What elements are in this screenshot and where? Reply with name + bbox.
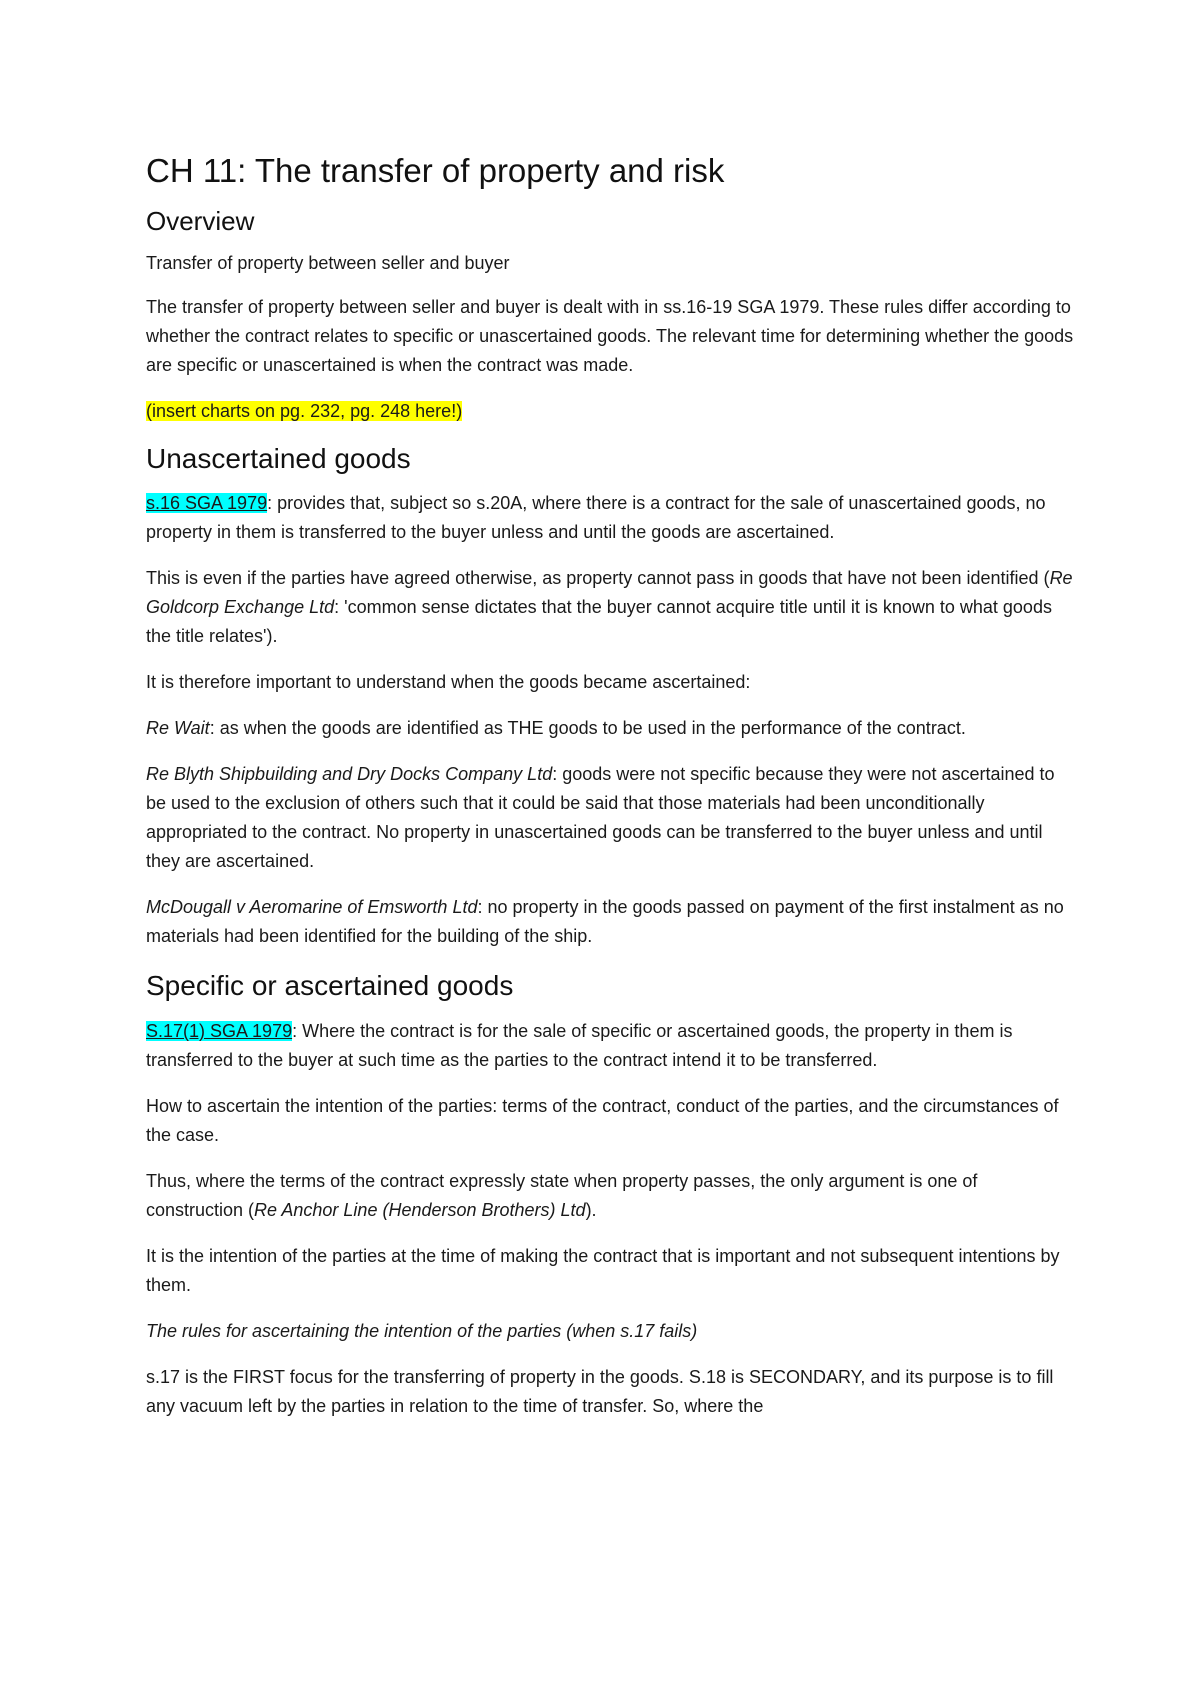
ascertained-intro-paragraph: It is therefore important to understand when the goods became ascertained: xyxy=(146,672,751,693)
s16-paragraph xyxy=(146,489,1076,547)
overview-subtitle: Transfer of property between seller and buyer xyxy=(146,253,510,274)
rules-italic-paragraph xyxy=(146,1317,1076,1346)
s16-reference: s.16 SGA 1979 xyxy=(146,493,268,514)
anchor-line-case: Re Anchor Line (Henderson Brothers) Ltd xyxy=(254,1199,586,1220)
mcdougall-paragraph xyxy=(146,893,1076,951)
re-wait-paragraph xyxy=(146,714,1076,743)
goldcorp-text-b: : 'common sense dictates that the buyer cannot acquire title until it is known to what goods the title relates'). xyxy=(146,597,1052,647)
mcdougall-text: : no property in the goods passed on payment of the first instalment as no materials had been identified for the building of the ship. xyxy=(146,897,1064,947)
re-wait-text: : as when the goods are identified as THE goods to be used in the performance of the contract. xyxy=(209,718,966,739)
overview-paragraph: The transfer of property between seller and buyer is dealt with in ss.16-19 SGA 1979. These rules differ according to whether the contract relates to specific or unascertained goods. The relevant time for determining whether the goods are specific or unascertained is when the contract was made. xyxy=(146,297,1074,376)
rules-italic-text: The rules for ascertaining the intention of the parties (when s.17 fails) xyxy=(146,1320,698,1341)
time-of-contract-paragraph: It is the intention of the parties at the time of making the contract that is important and not subsequent intentions by them. xyxy=(146,1245,1060,1295)
mcdougall-case: McDougall v Aeromarine of Emsworth Ltd xyxy=(146,897,478,918)
anchor-line-text-a: Thus, where the terms of the contract expressly state when property passes, the only argument is one of construction ( xyxy=(146,1170,978,1220)
s16-text: : provides that, subject so s.20A, where there is a contract for the sale of unascertained goods, no property in them is transferred to the buyer unless and until the goods are ascertained. xyxy=(146,493,1046,543)
document-title: CH 11: The transfer of property and risk xyxy=(146,152,725,189)
re-blyth-paragraph xyxy=(146,760,1076,876)
s17-reference: S.17(1) SGA 1979 xyxy=(146,1020,293,1041)
anchor-line-text-b: ). xyxy=(585,1199,597,1220)
re-blyth-text: : goods were not specific because they were not ascertained to be used to the exclusion of others such that it could be said that those materials had been unconditionally appropriated to the contract. No property in unascertained goods can be transferred to the buyer unless and until they are ascertained. xyxy=(146,764,1055,872)
unascertained-heading: Unascertained goods xyxy=(146,443,411,475)
specific-heading: Specific or ascertained goods xyxy=(146,970,514,1002)
re-blyth-case: Re Blyth Shipbuilding and Dry Docks Company Ltd xyxy=(146,764,553,785)
goldcorp-case: Re Goldcorp Exchange Ltd xyxy=(146,568,1073,618)
insert-charts-note xyxy=(146,397,1076,426)
yellow-highlight-note: (insert charts on pg. 232, pg. 248 here!) xyxy=(146,401,463,422)
document-body xyxy=(146,150,1076,1438)
goldcorp-text-a: This is even if the parties have agreed otherwise, as property cannot pass in goods that have not been identified ( xyxy=(146,568,1050,589)
intention-paragraph: How to ascertain the intention of the parties: terms of the contract, conduct of the parties, and the circumstances of the case. xyxy=(146,1095,1059,1145)
anchor-line-paragraph xyxy=(146,1167,1076,1225)
s17-first-focus-paragraph: s.17 is the FIRST focus for the transferring of property in the goods. S.18 is SECONDARY, and its purpose is to fill any vacuum left by the parties in relation to the time of transfer. So, where the xyxy=(146,1366,1054,1416)
s17-text: : Where the contract is for the sale of specific or ascertained goods, the property in them is transferred to the buyer at such time as the parties to the contract intend it to be transferred. xyxy=(146,1020,1013,1070)
re-wait-case: Re Wait xyxy=(146,718,210,739)
s17-paragraph xyxy=(146,1017,1076,1075)
goldcorp-paragraph xyxy=(146,564,1076,651)
overview-heading: Overview xyxy=(146,206,255,237)
